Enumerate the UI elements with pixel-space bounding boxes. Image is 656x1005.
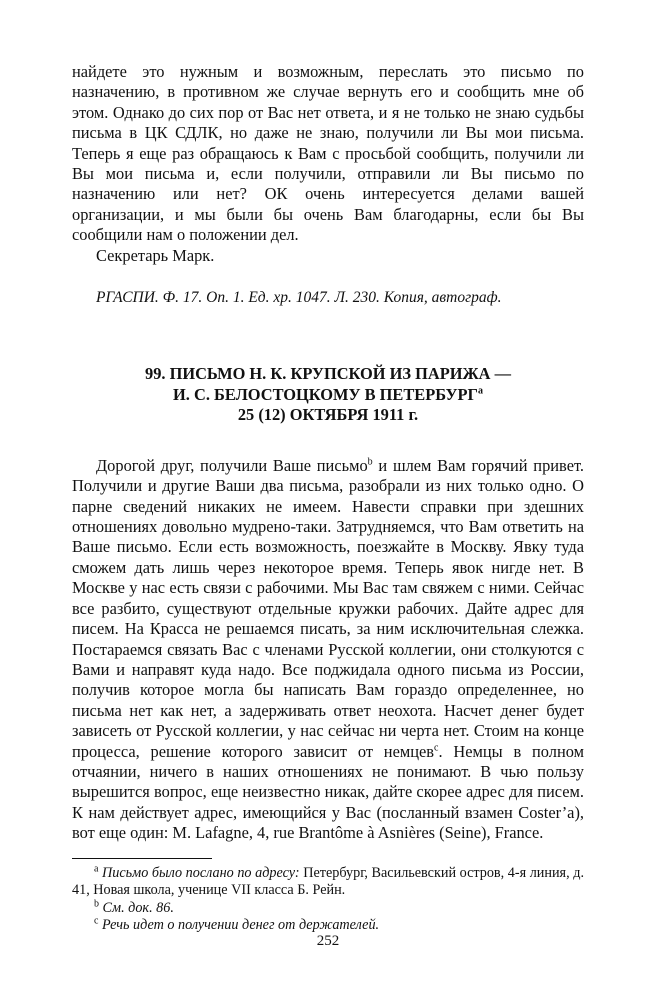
page-number: 252: [316, 933, 340, 949]
heading-line-3: 25 (12) ОКТЯБРЯ 1911 г.: [237, 405, 419, 425]
letter-body: Дорогой друг, получили Ваше письмо$^b$ и шлем Вам горячий привет. Получили и другие Ваши два письма, разобрали из них только одно. О парне сведений никаких не имеем. Навести справки при здешних отношениях довольно мудрено-таки. Затрудняемся, что Вам ответить на Ваше письмо. Если есть возможность, поезжайте в Москву. Явку туда сможем дать лишь через некоторое время. Теперь явок нигде нет. В Москве у нас есть связи с рабочими. Мы Вас там свяжем с ними. Сейчас все разбито, существуют отдельные кружки рабочих. Дайте адрес для писем. На Красса не решаемся писать, за ним исключительная слежка. Постараемся связать Вас с членами Русской коллегии, они столкуются с Вами и направят куда надо. Все поджидала одного письма из России, получив которое могла бы написать Вам гораздо определеннее, но письма нет как нет, а задерживать ответ неохота. Насчет денег будет зависеть от Русской коллегии, у нас сейчас ни черта нет. Стоим на конце процесса, решение которого зависит от немцев$^c$. Немцы в полном отчаянии, ничего в наших отношениях не понимают. В чью пользу вырешится вопрос, еще неизвестно никак, дайте скорее адрес для писем. К нам действует адрес, имеющийся у Вас (посланный взамен Coster’a), вот еще один: M. Lafagne, 4, rue Brantôme à Asnières (Seine), France.: [72, 455, 584, 843]
footnote-b: $^b$ См. док. 86.: [94, 897, 174, 916]
footnote-mark-c: c: [434, 742, 439, 754]
heading-line-2: И. С. БЕЛОСТОЦКОМУ В ПЕТЕРБУРГ$^a$: [173, 384, 483, 404]
footnote-divider: [72, 858, 212, 859]
footnote-mark-b: b: [367, 456, 373, 468]
footnote-a: $^a$ Письмо было послано по адресу: Петербург, Васильевский остров, 4-я линия, д. 41, Новая школа, ученице VII класса Б. Рейн.: [72, 862, 584, 899]
archive-reference: РГАСПИ. Ф. 17. Оп. 1. Ед. хр. 1047. Л. 230. Копия, автограф.: [96, 289, 502, 307]
page: [72, 62, 584, 935]
document-heading: [72, 364, 584, 426]
signature: Секретарь Марк.: [96, 245, 215, 265]
footnote-mark-a: a: [477, 385, 483, 397]
heading-line-1: 99. ПИСЬМО Н. К. КРУПСКОЙ ИЗ ПАРИЖА —: [145, 364, 511, 384]
footnote-c: $^c$ Речь идет о получении денег от держателей.: [94, 915, 380, 934]
previous-letter-ending: найдете это нужным и возможным, переслать это письмо по назначению, в противном же случае вернуть его и сообщить мне об этом. Однако до сих пор от Вас нет ответа, и я не только не знаю судьбы письма в ЦК СДЛК, но даже не знаю, получили ли Вы мои письма. Теперь я еще раз обращаюсь к Вам с просьбой сообщить, получили ли Вы мои письма и, если получили, отправили ли Вы письмо по назначению или нет? ОК очень интересуется делами вашей организации, и мы были бы очень Вам благодарны, если бы Вы сообщили нам о положении дел.: [72, 62, 584, 245]
